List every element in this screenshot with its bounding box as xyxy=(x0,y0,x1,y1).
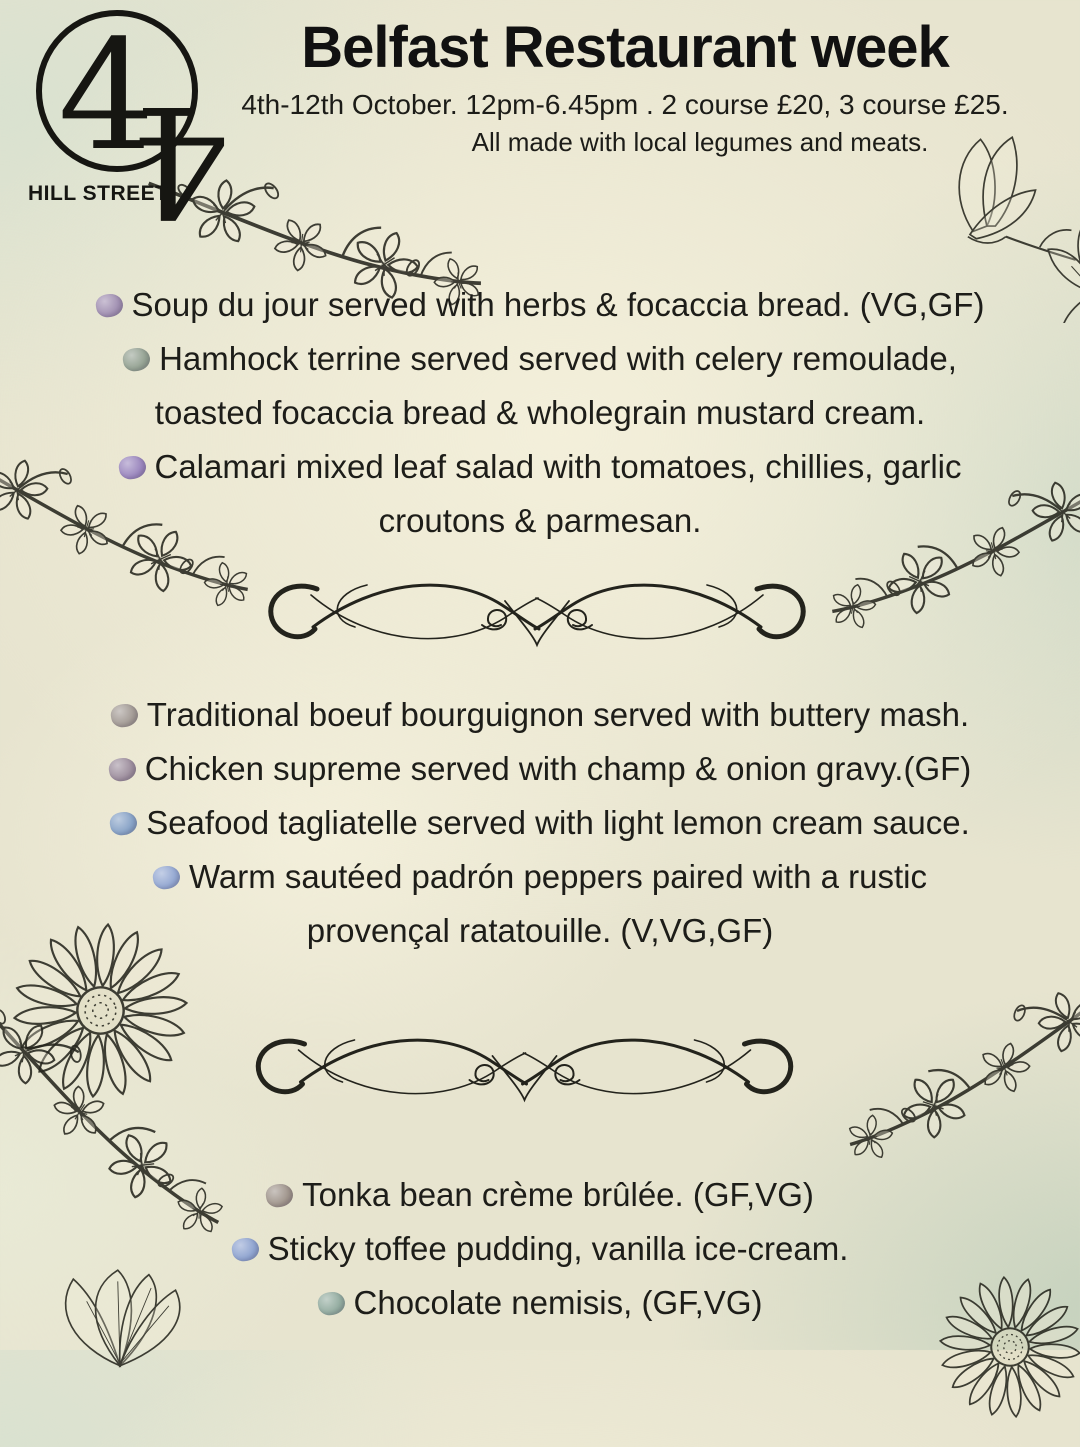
menu-item-text: toasted focaccia bread & wholegrain mustard cream. xyxy=(154,394,926,431)
legume-bullet-icon xyxy=(151,863,182,890)
menu-item-continuation xyxy=(0,904,1080,958)
menu-item xyxy=(0,688,1080,742)
legume-bullet-icon xyxy=(230,1235,261,1262)
legume-bullet-icon xyxy=(108,809,139,836)
menu-item xyxy=(0,1276,1080,1330)
menu-item xyxy=(0,332,1080,386)
menu-item-text: croutons & parmesan. xyxy=(378,502,702,539)
header xyxy=(225,16,1025,158)
menu-section-desserts xyxy=(0,1168,1080,1330)
hill-street-4-logo xyxy=(28,4,238,249)
menu-item xyxy=(0,440,1080,494)
logo-wordmark: HILL STREET xyxy=(28,182,169,205)
menu-item-text: Hamhock terrine served served with celery remoulade, xyxy=(159,340,957,377)
menu-item-text: Calamari mixed leaf salad with tomatoes, chillies, garlic xyxy=(154,448,962,485)
menu-section-starters xyxy=(0,278,1080,548)
event-details: 4th-12th October. 12pm-6.45pm . 2 course £20, 3 course £25. xyxy=(241,88,1009,120)
legume-bullet-icon xyxy=(316,1289,347,1316)
menu-item-continuation xyxy=(0,494,1080,548)
logo-numeral-4-rotated: 4 xyxy=(132,72,229,249)
menu-item-text: Tonka bean crème brûlée. (GF,VG) xyxy=(302,1176,814,1213)
menu-item xyxy=(0,742,1080,796)
legume-bullet-icon xyxy=(264,1181,295,1208)
legume-bullet-icon xyxy=(94,291,125,318)
menu-item xyxy=(0,278,1080,332)
menu-item-text: provençal ratatouille. (V,VG,GF) xyxy=(306,912,774,949)
menu-item-text: Seafood tagliatelle served with light lemon cream sauce. xyxy=(146,804,970,841)
menu-item xyxy=(0,1168,1080,1222)
legume-bullet-icon xyxy=(117,453,148,480)
flourish-divider xyxy=(247,563,827,659)
menu-item-text: Chocolate nemisis, (GF,VG) xyxy=(353,1284,763,1321)
tagline: All made with local legumes and meats. xyxy=(471,126,929,157)
menu-item xyxy=(0,850,1080,904)
legume-bullet-icon xyxy=(109,701,140,728)
legume-bullet-icon xyxy=(107,755,138,782)
flourish-divider xyxy=(232,1018,817,1114)
page-title: Belfast Restaurant week xyxy=(301,15,949,80)
menu-item-text: Warm sautéed padrón peppers paired with a rustic xyxy=(189,858,927,895)
menu-item-continuation xyxy=(0,386,1080,440)
menu-item-text: Sticky toffee pudding, vanilla ice-cream. xyxy=(267,1230,849,1267)
logo-numeral-4: 4 xyxy=(58,7,155,184)
legume-bullet-icon xyxy=(121,345,152,372)
menu-item xyxy=(0,1222,1080,1276)
menu-item-text: Chicken supreme served with champ & onion gravy.(GF) xyxy=(144,750,972,787)
menu-item xyxy=(0,796,1080,850)
menu-item-text: Traditional boeuf bourguignon served with buttery mash. xyxy=(146,696,970,733)
menu-section-mains xyxy=(0,688,1080,958)
menu-item-text: Soup du jour served with herbs & focaccia bread. (VG,GF) xyxy=(131,286,985,323)
